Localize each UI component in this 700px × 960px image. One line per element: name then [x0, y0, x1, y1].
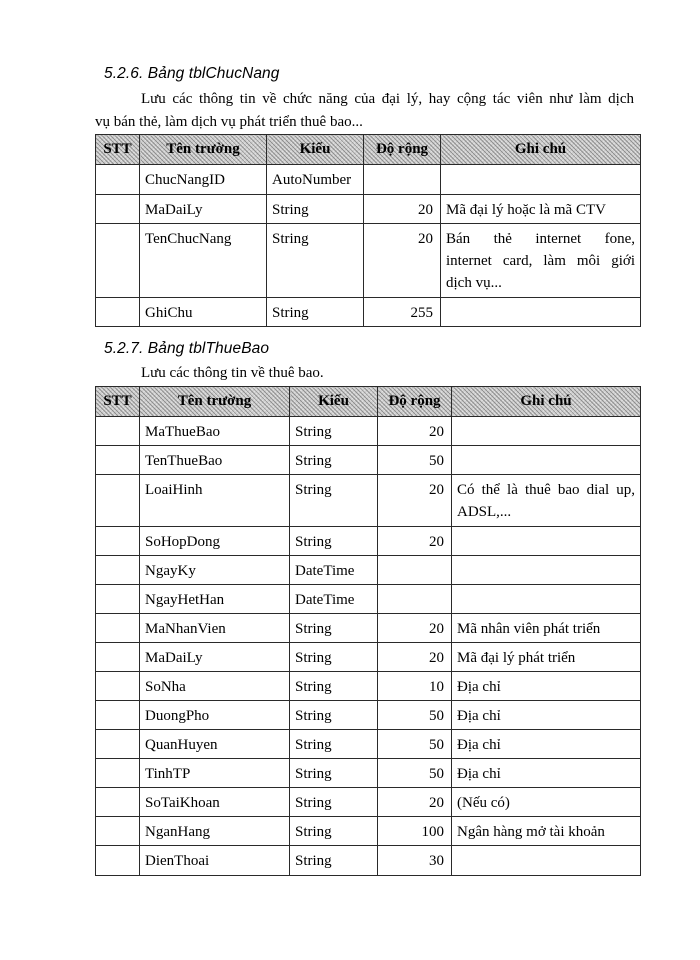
header-stt: STT — [96, 135, 140, 165]
cell-stt — [96, 195, 140, 224]
cell-note — [452, 730, 641, 759]
cell-field-name: NgayHetHan — [140, 585, 290, 614]
cell-width: 20 — [364, 195, 441, 224]
cell-type: String — [290, 475, 378, 527]
cell-stt — [96, 846, 140, 876]
cell-note — [452, 614, 641, 643]
cell-type: String — [290, 643, 378, 672]
cell-width — [378, 556, 452, 585]
cell-type: String — [267, 224, 364, 298]
cell-stt — [96, 527, 140, 556]
cell-width: 20 — [378, 475, 452, 527]
cell-width: 20 — [378, 643, 452, 672]
table-body — [96, 417, 641, 876]
description-line-2: vụ bán thẻ, làm dịch vụ phát triển thuê bao... — [95, 114, 363, 130]
cell-note — [452, 759, 641, 788]
cell-stt — [96, 788, 140, 817]
cell-width: 30 — [378, 846, 452, 876]
header-stt: STT — [96, 387, 140, 417]
cell-stt — [96, 446, 140, 475]
section-heading-chucnang: 5.2.6. Bảng tblChucNang — [104, 65, 280, 82]
cell-note — [441, 224, 641, 298]
cell-field-name: QuanHuyen — [140, 730, 290, 759]
cell-note — [452, 788, 641, 817]
description-line-thuebao: Lưu các thông tin về thuê bao. — [141, 365, 324, 381]
cell-note — [441, 298, 641, 327]
table-row — [96, 475, 641, 527]
cell-stt — [96, 224, 140, 298]
note-line: Mã nhân viên phát triển — [457, 621, 601, 637]
cell-type: DateTime — [290, 556, 378, 585]
cell-note — [452, 417, 641, 446]
cell-field-name: ChucNangID — [140, 165, 267, 195]
description-line-1: Lưu các thông tin về chức năng của đại lý, hay cộng tác viên như làm dịch — [141, 91, 634, 107]
cell-width: 20 — [378, 527, 452, 556]
cell-note — [452, 556, 641, 585]
cell-note — [452, 817, 641, 846]
cell-note — [452, 701, 641, 730]
note-line: ADSL,... — [457, 504, 512, 520]
cell-field-name: MaThueBao — [140, 417, 290, 446]
cell-note — [452, 446, 641, 475]
cell-note — [441, 165, 641, 195]
cell-stt — [96, 165, 140, 195]
table-row — [96, 730, 641, 759]
cell-width: 50 — [378, 446, 452, 475]
cell-field-name: NganHang — [140, 817, 290, 846]
cell-type: String — [290, 417, 378, 446]
table-row — [96, 165, 641, 195]
cell-note — [452, 585, 641, 614]
cell-stt — [96, 585, 140, 614]
note-line: dịch vụ... — [446, 275, 502, 291]
cell-field-name: DuongPho — [140, 701, 290, 730]
cell-width: 10 — [378, 672, 452, 701]
cell-note — [441, 195, 641, 224]
cell-width: 50 — [378, 701, 452, 730]
cell-stt — [96, 759, 140, 788]
cell-note — [452, 475, 641, 527]
note-line: Địa chỉ — [457, 766, 501, 782]
note-line: Mã đại lý hoặc là mã CTV — [446, 202, 606, 218]
cell-width: 50 — [378, 759, 452, 788]
table-row — [96, 195, 641, 224]
note-line: Có thể là thuê bao dial up, — [457, 482, 635, 498]
table-body — [96, 165, 641, 327]
cell-note — [452, 672, 641, 701]
cell-field-name: MaNhanVien — [140, 614, 290, 643]
table-row — [96, 672, 641, 701]
table-row — [96, 759, 641, 788]
cell-stt — [96, 643, 140, 672]
cell-width: 100 — [378, 817, 452, 846]
cell-type: String — [290, 788, 378, 817]
cell-field-name: SoNha — [140, 672, 290, 701]
cell-type: String — [290, 446, 378, 475]
header-note: Ghi chú — [452, 387, 641, 417]
cell-field-name: SoHopDong — [140, 527, 290, 556]
cell-type: String — [290, 730, 378, 759]
cell-type: DateTime — [290, 585, 378, 614]
cell-field-name: TinhTP — [140, 759, 290, 788]
table-tblchucnang — [95, 134, 641, 327]
cell-stt — [96, 701, 140, 730]
header-field-name: Tên trường — [140, 387, 290, 417]
table-row — [96, 701, 641, 730]
cell-stt — [96, 672, 140, 701]
cell-width: 50 — [378, 730, 452, 759]
cell-note — [452, 846, 641, 876]
cell-type: String — [267, 298, 364, 327]
cell-width — [378, 585, 452, 614]
table-row — [96, 446, 641, 475]
header-field-name: Tên trường — [140, 135, 267, 165]
cell-stt — [96, 614, 140, 643]
table-row — [96, 585, 641, 614]
cell-width — [364, 165, 441, 195]
table-row — [96, 643, 641, 672]
cell-field-name: LoaiHinh — [140, 475, 290, 527]
cell-width: 20 — [378, 614, 452, 643]
note-line: (Nếu có) — [457, 795, 510, 811]
cell-type: AutoNumber — [267, 165, 364, 195]
cell-stt — [96, 417, 140, 446]
cell-stt — [96, 556, 140, 585]
cell-stt — [96, 475, 140, 527]
table-row — [96, 224, 641, 298]
note-line: Địa chỉ — [457, 679, 501, 695]
table-row — [96, 817, 641, 846]
header-width: Độ rộng — [378, 387, 452, 417]
cell-width: 20 — [378, 417, 452, 446]
table-row — [96, 298, 641, 327]
note-line: Bán thẻ internet fone, — [446, 231, 635, 247]
cell-width: 20 — [378, 788, 452, 817]
table-header-row — [96, 387, 641, 417]
cell-field-name: TenThueBao — [140, 446, 290, 475]
cell-type: String — [290, 701, 378, 730]
cell-field-name: NgayKy — [140, 556, 290, 585]
note-line: Địa chỉ — [457, 737, 501, 753]
cell-field-name: TenChucNang — [140, 224, 267, 298]
note-line: internet card, làm môi giới — [446, 253, 635, 269]
cell-type: String — [267, 195, 364, 224]
table-tblthuebao — [95, 386, 641, 876]
cell-note — [452, 527, 641, 556]
section-heading-thuebao: 5.2.7. Bảng tblThueBao — [104, 340, 270, 357]
cell-type: String — [290, 846, 378, 876]
cell-stt — [96, 730, 140, 759]
cell-stt — [96, 817, 140, 846]
cell-type: String — [290, 614, 378, 643]
cell-field-name: MaDaiLy — [140, 195, 267, 224]
cell-type: String — [290, 527, 378, 556]
cell-note — [452, 643, 641, 672]
cell-type: String — [290, 672, 378, 701]
table-row — [96, 614, 641, 643]
cell-type: String — [290, 817, 378, 846]
table-header-row — [96, 135, 641, 165]
note-line: Mã đại lý phát triển — [457, 650, 576, 666]
table-row — [96, 788, 641, 817]
header-type: Kiểu — [267, 135, 364, 165]
header-note: Ghi chú — [441, 135, 641, 165]
header-type: Kiểu — [290, 387, 378, 417]
table-row — [96, 527, 641, 556]
header-width: Độ rộng — [364, 135, 441, 165]
cell-field-name: GhiChu — [140, 298, 267, 327]
table-row — [96, 846, 641, 876]
cell-field-name: DienThoai — [140, 846, 290, 876]
cell-type: String — [290, 759, 378, 788]
table-row — [96, 556, 641, 585]
note-line: Địa chỉ — [457, 708, 501, 724]
table-row — [96, 417, 641, 446]
cell-stt — [96, 298, 140, 327]
cell-field-name: SoTaiKhoan — [140, 788, 290, 817]
cell-width: 255 — [364, 298, 441, 327]
cell-field-name: MaDaiLy — [140, 643, 290, 672]
note-line: Ngân hàng mở tài khoản — [457, 824, 605, 840]
cell-width: 20 — [364, 224, 441, 298]
